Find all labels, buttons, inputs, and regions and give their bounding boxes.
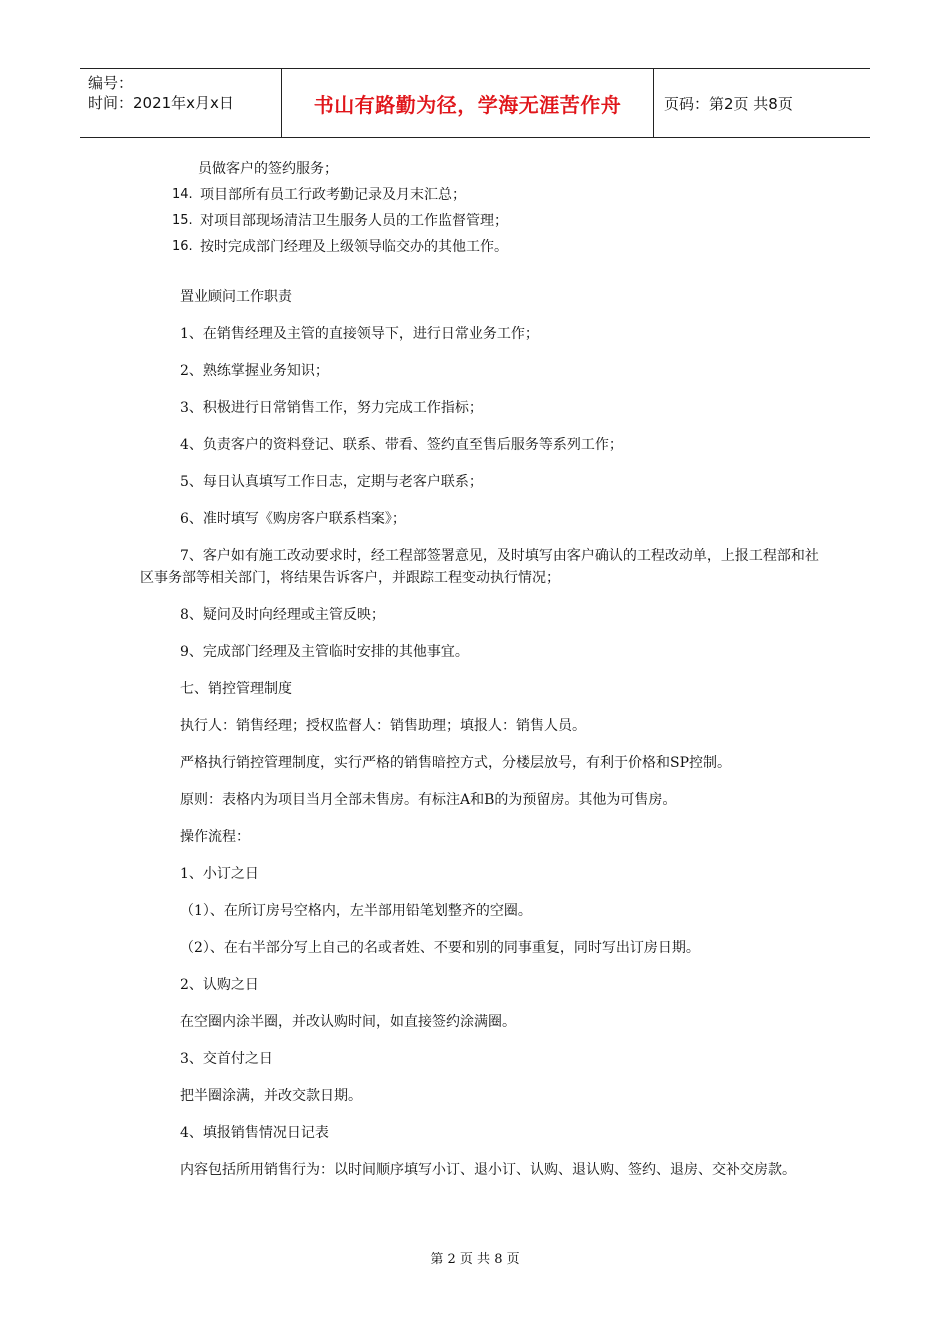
paragraph: 在空圈内涂半圈，并改认购时间，如直接签约涂满圈。 [180,1014,516,1030]
header-meta [80,69,282,137]
header-page-info: 页码：第2页 共8页 [664,94,793,113]
document-body [140,158,820,1181]
item-number: 15. [172,213,193,228]
page-header [80,68,870,138]
numbered-item [172,184,820,210]
item-number: 14. [172,187,193,202]
paragraph: 1、在销售经理及主管的直接领导下，进行日常业务工作； [180,326,539,342]
paragraph: 操作流程： [180,829,250,845]
number-label: 编号： [88,74,134,92]
paragraph: 5、每日认真填写工作日志，定期与老客户联系； [180,474,483,490]
item-text: 对项目部现场清洁卫生服务人员的工作监督管理； [200,213,508,229]
paragraph: 严格执行销控管理制度，实行严格的销售暗控方式，分楼层放号，有利于价格和SP控制。 [180,755,732,771]
paragraph: 7、客户如有施工改动要求时，经工程部签署意见，及时填写由客户确认的工程改动单，上报工程部和社区事务部等相关部门，将结果告诉客户，并跟踪工程变动执行情况； [140,548,819,586]
paragraph: 执行人：销售经理；授权监督人：销售助理；填报人：销售人员。 [180,718,586,734]
paragraph: 2、熟练掌握业务知识； [180,363,329,379]
paragraph: 3、积极进行日常销售工作，努力完成工作指标； [180,400,483,416]
item-text: 项目部所有员工行政考勤记录及月末汇总； [200,187,466,203]
page-footer: 第 2 页 共 8 页 [430,1252,520,1267]
paragraph: 8、疑问及时向经理或主管反映； [180,607,385,623]
section-heading-sales-control: 七、销控管理制度 [180,681,292,697]
paragraph: 4、填报销售情况日记表 [180,1125,329,1141]
numbered-item [172,236,820,262]
time-label: 时间：2021年x月x日 [88,94,234,112]
header-motto: 书山有路勤为径，学海无涯苦作舟 [282,69,654,137]
continuation-line: 员做客户的签约服务； [198,161,338,177]
paragraph: 2、认购之日 [180,977,259,993]
paragraph: （2）、在右半部分写上自己的名或者姓、不要和别的同事重复，同时写出订房日期。 [180,940,700,956]
paragraph: 6、准时填写《购房客户联系档案》； [180,511,406,527]
paragraph: 内容包括所用销售行为：以时间顺序填写小订、退小订、认购、退认购、签约、退房、交补交房款。 [180,1162,796,1178]
paragraph: 9、完成部门经理及主管临时安排的其他事宜。 [180,644,469,660]
item-number: 16. [172,239,193,254]
paragraph: 把半圈涂满，并改交款日期。 [180,1088,362,1104]
numbered-item [172,210,820,236]
item-text: 按时完成部门经理及上级领导临交办的其他工作。 [200,239,508,255]
paragraph: 原则：表格内为项目当月全部未售房。有标注A和B的为预留房。其他为可售房。 [180,792,677,808]
paragraph: （1）、在所订房号空格内，左半部用铅笔划整齐的空圈。 [180,903,532,919]
paragraph: 1、小订之日 [180,866,259,882]
paragraph: 4、负责客户的资料登记、联系、带看、签约直至售后服务等系列工作； [180,437,623,453]
paragraph: 3、交首付之日 [180,1051,273,1067]
section-heading-consultant: 置业顾问工作职责 [180,289,292,305]
